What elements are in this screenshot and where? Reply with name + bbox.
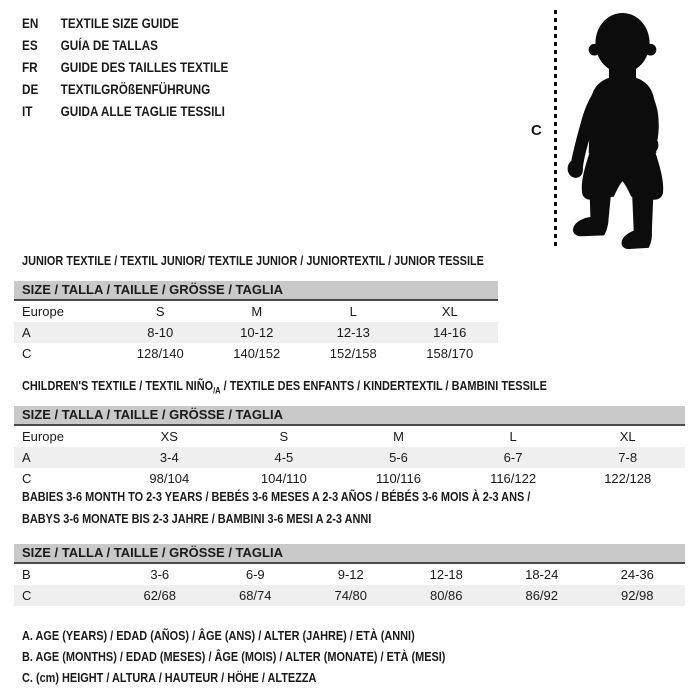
size-cell: M — [251, 304, 263, 319]
language-row — [22, 56, 228, 78]
children-title-text: CHILDREN'S TEXTILE / TEXTIL NIÑO — [22, 378, 214, 393]
table-row — [14, 564, 685, 585]
size-header-label: SIZE / TALLA / TAILLE / GRÖSSE / TAGLIA — [22, 282, 283, 297]
size-cell: 140/152 — [233, 346, 281, 361]
size-cell: 18-24 — [525, 567, 559, 582]
size-cell: 12-18 — [429, 567, 463, 582]
language-title: GUIDA ALLE TAGLIE TESSILI — [60, 103, 225, 119]
size-cell: 12-13 — [336, 325, 370, 340]
toddler-silhouette-icon — [550, 8, 695, 250]
babies-title-line2: BABYS 3-6 MONATE BIS 2-3 JAHRE / BAMBINI 3-6 MESI A 2-3 ANNI — [22, 511, 372, 526]
size-cell: 80/86 — [429, 588, 463, 603]
legend-item-a: A. AGE (YEARS) / EDAD (AÑOS) / ÂGE (ANS) / ALTER (JAHRE) / ETÀ (ANNI) — [22, 628, 415, 643]
size-cell: 6-7 — [503, 450, 523, 465]
row-label: C — [22, 471, 32, 486]
babies-table — [14, 564, 685, 606]
language-list — [22, 12, 228, 122]
children-title-subscript: /A — [213, 385, 221, 396]
size-cell: 14-16 — [433, 325, 467, 340]
size-cell: XS — [160, 429, 178, 444]
size-cell: XL — [619, 429, 636, 444]
junior-size-table — [14, 281, 498, 364]
junior-table — [14, 301, 498, 364]
size-cell: L — [509, 429, 517, 444]
row-label: B — [22, 567, 31, 582]
size-cell: L — [349, 304, 357, 319]
table-row — [14, 426, 685, 447]
language-code: DE — [22, 81, 39, 97]
table-row — [14, 301, 498, 322]
size-cell: 74/80 — [334, 588, 368, 603]
babies-section-title — [22, 486, 530, 530]
size-cell: 128/140 — [136, 346, 184, 361]
language-row — [22, 34, 228, 56]
size-cell: 110/116 — [375, 471, 422, 486]
figure-area — [505, 0, 700, 258]
table-row — [14, 343, 498, 364]
children-title-text: / TEXTILE DES ENFANTS / KINDERTEXTIL / BAMBINI TESSILE — [220, 378, 547, 393]
table-row — [14, 322, 498, 343]
row-label: Europe — [22, 429, 64, 444]
size-header-bar — [14, 544, 685, 564]
size-cell: 5-6 — [389, 450, 408, 465]
legend-item-c: C. (cm) HEIGHT / ALTURA / HAUTEUR / HÖHE / ALTEZZA — [22, 670, 317, 685]
size-cell: 24-36 — [620, 567, 654, 582]
language-row — [22, 12, 228, 34]
language-title: GUÍA DE TALLAS — [60, 37, 158, 53]
size-cell: 92/98 — [620, 588, 654, 603]
size-cell: 98/104 — [149, 471, 190, 486]
row-label: A — [22, 325, 31, 340]
size-cell: 3-4 — [159, 450, 179, 465]
size-cell: 7-8 — [618, 450, 638, 465]
size-cell: 10-12 — [240, 325, 274, 340]
row-label: A — [22, 450, 31, 465]
legend — [22, 625, 445, 688]
children-table — [14, 426, 685, 489]
size-header-label: SIZE / TALLA / TAILLE / GRÖSSE / TAGLIA — [22, 545, 283, 560]
size-header-label: SIZE / TALLA / TAILLE / GRÖSSE / TAGLIA — [22, 407, 283, 422]
table-row — [14, 447, 685, 468]
size-cell: 122/128 — [604, 471, 652, 486]
language-row — [22, 100, 228, 122]
size-cell: S — [155, 304, 165, 319]
size-cell: 6-9 — [245, 567, 265, 582]
size-cell: 68/74 — [238, 588, 272, 603]
language-title: TEXTILGRÖßENFÜHRUNG — [60, 81, 211, 97]
size-cell: XL — [441, 304, 458, 319]
size-cell: 8-10 — [147, 325, 174, 340]
babies-size-table — [14, 544, 685, 606]
size-cell: 4-5 — [274, 450, 294, 465]
size-header-bar — [14, 281, 498, 301]
language-code: EN — [22, 15, 39, 31]
row-label: C — [22, 346, 32, 361]
babies-title-line1: BABIES 3-6 MONTH TO 2-3 YEARS / BEBÉS 3-6 MESES A 2-3 AÑOS / BÉBÉS 3-6 MOIS À 2-3 ANS / — [22, 489, 531, 504]
children-size-table — [14, 406, 685, 489]
size-cell: 116/122 — [490, 471, 537, 486]
language-title: GUIDE DES TAILLES TEXTILE — [60, 59, 229, 75]
size-header-bar — [14, 406, 685, 426]
language-row — [22, 78, 228, 100]
size-cell: 104/110 — [260, 471, 307, 486]
table-row — [14, 585, 685, 606]
language-code: IT — [22, 103, 33, 119]
row-label: C — [22, 588, 32, 603]
language-title: TEXTILE SIZE GUIDE — [60, 15, 179, 31]
size-cell: M — [393, 429, 404, 444]
children-section-title — [22, 375, 547, 402]
language-code: ES — [22, 37, 38, 53]
size-cell: S — [279, 429, 289, 444]
size-cell: 152/158 — [329, 346, 377, 361]
height-measure-label: C — [531, 122, 542, 139]
size-cell: 62/68 — [143, 588, 177, 603]
size-cell: 158/170 — [426, 346, 474, 361]
size-cell: 86/92 — [525, 588, 559, 603]
size-cell: 3-6 — [150, 567, 170, 582]
language-code: FR — [22, 59, 38, 75]
row-label: Europe — [22, 304, 64, 319]
size-cell: 9-12 — [337, 567, 364, 582]
legend-item-b: B. AGE (MONTHS) / EDAD (MESES) / ÂGE (MOIS) / ALTER (MONATE) / ETÀ (MESI) — [22, 649, 446, 664]
junior-section-title: JUNIOR TEXTILE / TEXTIL JUNIOR/ TEXTILE JUNIOR / JUNIORTEXTIL / JUNIOR TESSILE — [22, 253, 484, 268]
